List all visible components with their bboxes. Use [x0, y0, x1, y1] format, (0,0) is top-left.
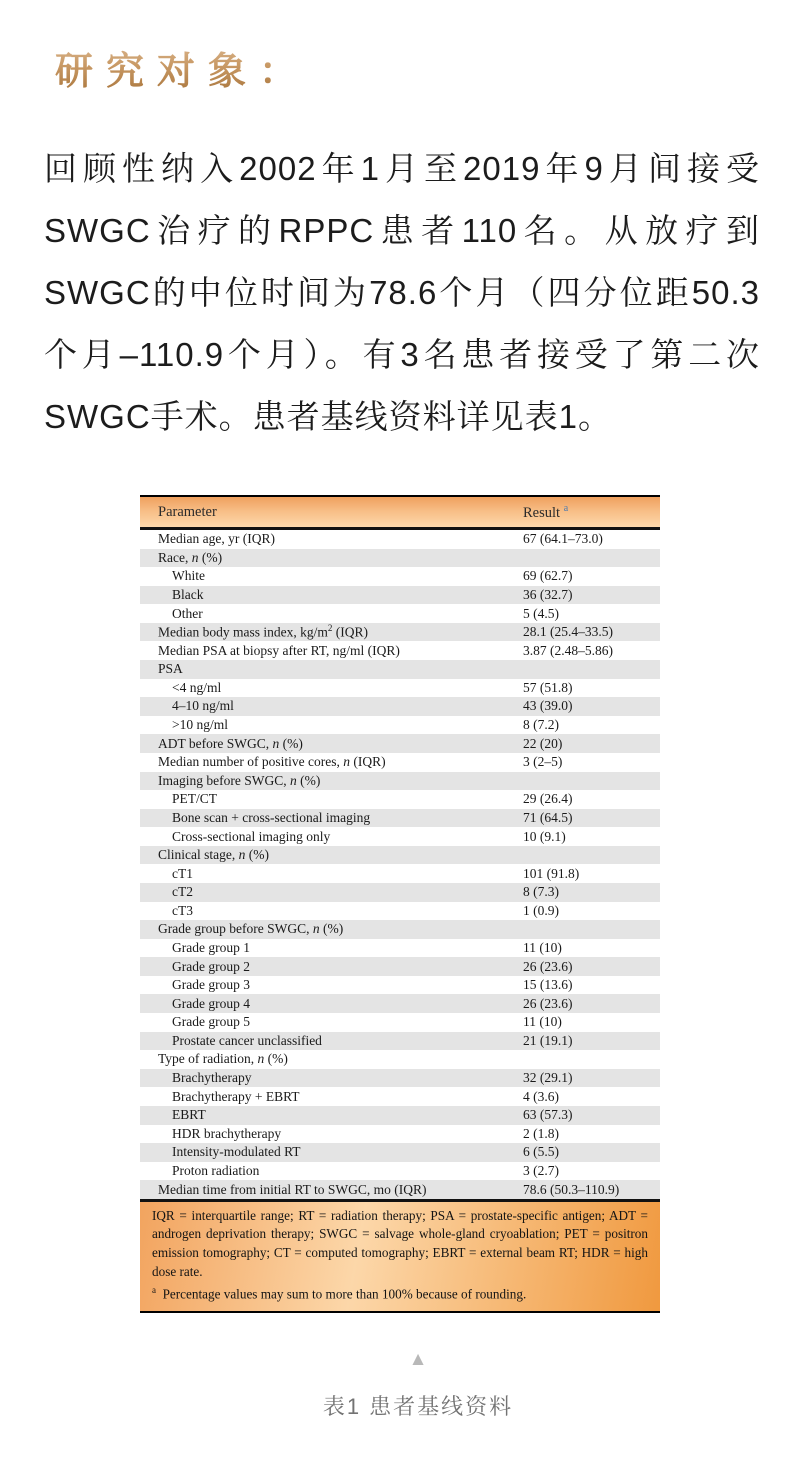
column-header-result: Result $^a$ — [523, 502, 569, 521]
row-parameter: Grade group 4 — [172, 995, 250, 1011]
table-row — [140, 1143, 660, 1162]
footnote-abbreviations: IQR = interquartile range; RT = radiation therapy; PSA = prostate-specific antigen; ADT = androgen deprivation therapy; SWGC = salvage whole-gland cryoablation; PET = positron emission tomography; CT = computed tomography; EBRT = external beam RT; HDR = high dose rate. — [152, 1207, 648, 1279]
row-parameter: HDR brachytherapy — [172, 1125, 282, 1141]
row-parameter: <4 ng/ml — [172, 679, 222, 695]
row-parameter: Median time from initial RT to SWGC, mo (IQR) — [158, 1181, 427, 1197]
row-parameter: EBRT — [172, 1107, 206, 1123]
row-parameter: Proton radiation — [172, 1162, 260, 1178]
table-row — [140, 883, 660, 902]
table-row — [140, 641, 660, 660]
row-result: 21 (19.1) — [523, 1032, 573, 1048]
row-result: 2 (1.8) — [523, 1125, 559, 1141]
row-parameter: Grade group before SWGC, n (%) — [158, 921, 344, 937]
row-parameter: PSA — [158, 661, 183, 677]
row-parameter: Median body mass index, $kg/m^2$ (IQR) — [158, 623, 368, 640]
row-result: 3 (2–5) — [523, 754, 563, 770]
table-row — [140, 1032, 660, 1051]
table-row — [140, 939, 660, 958]
row-parameter: cT3 — [172, 902, 193, 918]
row-parameter: Race, n (%) — [158, 549, 223, 565]
row-result: 15 (13.6) — [523, 977, 573, 993]
table-rows — [140, 530, 660, 1199]
row-result: 32 (29.1) — [523, 1070, 573, 1086]
table-row — [140, 846, 660, 865]
table-row — [140, 604, 660, 623]
row-result: 8 (7.2) — [523, 717, 559, 733]
row-result: 67 (64.1–73.0) — [523, 531, 603, 547]
table-row — [140, 790, 660, 809]
table-row — [140, 920, 660, 939]
row-parameter: >10 ng/ml — [172, 717, 228, 733]
row-parameter: Brachytherapy + EBRT — [172, 1088, 300, 1104]
row-parameter: Clinical stage, n (%) — [158, 847, 269, 863]
paragraph-line: SWGC手术。患者基线资料详见表1。 — [44, 398, 613, 435]
row-result: 26 (23.6) — [523, 958, 573, 974]
row-result: 4 (3.6) — [523, 1088, 559, 1104]
paragraph-line: SWGC的中位时间为78.6个月（四分位距50.3 — [44, 274, 760, 311]
table-row — [140, 1162, 660, 1181]
row-result: 3.87 (2.48–5.86) — [523, 642, 613, 658]
row-result: 101 (91.8) — [523, 865, 580, 881]
row-parameter: Cross-sectional imaging only — [172, 828, 331, 844]
intro-paragraph — [44, 138, 760, 448]
row-result: 43 (39.0) — [523, 698, 573, 714]
table-row — [140, 716, 660, 735]
table-row — [140, 734, 660, 753]
table-row — [140, 1125, 660, 1144]
table-row — [140, 772, 660, 791]
row-result: 8 (7.3) — [523, 884, 559, 900]
caption-block — [36, 1350, 800, 1421]
row-parameter: White — [172, 568, 205, 584]
row-result: 63 (57.3) — [523, 1107, 573, 1123]
table-row — [140, 623, 660, 642]
row-result: 28.1 (25.4–33.5) — [523, 624, 613, 640]
row-parameter: Bone scan + cross-sectional imaging — [172, 809, 371, 825]
table-caption: 表1 患者基线资料 — [322, 1394, 514, 1419]
row-parameter: Median PSA at biopsy after RT, ng/ml (IQR) — [158, 642, 400, 658]
row-result: 29 (26.4) — [523, 791, 573, 807]
row-result: 11 (10) — [523, 1014, 562, 1030]
table-row — [140, 1013, 660, 1032]
table-row — [140, 1180, 660, 1199]
row-parameter: Median number of positive cores, n (IQR) — [158, 754, 386, 770]
row-parameter: Grade group 3 — [172, 977, 250, 993]
row-parameter: 4–10 ng/ml — [172, 698, 234, 714]
row-parameter: Brachytherapy — [172, 1070, 252, 1086]
row-parameter: Imaging before SWGC, n (%) — [158, 772, 321, 788]
table-row — [140, 809, 660, 828]
paragraph-line: 个月–110.9个月）。有3名患者接受了第二次 — [44, 336, 760, 373]
table-row — [140, 660, 660, 679]
table-row — [140, 530, 660, 549]
table-row — [140, 697, 660, 716]
table-row — [140, 827, 660, 846]
table-row — [140, 957, 660, 976]
row-parameter: Median age, yr (IQR) — [158, 531, 275, 547]
table-row — [140, 864, 660, 883]
table-row — [140, 567, 660, 586]
table-row — [140, 976, 660, 995]
row-result: 26 (23.6) — [523, 995, 573, 1011]
paragraph-line: SWGC治疗的RPPC患者110名。从放疗到 — [44, 212, 760, 249]
table-row — [140, 1087, 660, 1106]
row-result: 1 (0.9) — [523, 902, 559, 918]
row-parameter: Grade group 1 — [172, 940, 250, 955]
row-result: 5 (4.5) — [523, 605, 559, 621]
row-result: 57 (51.8) — [523, 679, 573, 695]
row-result: 10 (9.1) — [523, 828, 566, 844]
row-parameter: Other — [172, 605, 203, 621]
collapse-arrow-icon: ▲ — [408, 1349, 428, 1370]
section-heading: 研究对象： — [55, 40, 310, 95]
row-parameter: Grade group 2 — [172, 958, 250, 974]
row-parameter: ADT before SWGC, n (%) — [158, 735, 303, 751]
table-header-row — [140, 495, 660, 530]
table-row — [140, 753, 660, 772]
row-parameter: Black — [172, 587, 204, 603]
paragraph-line: 回顾性纳入2002年1月至2019年9月间接受 — [44, 150, 760, 187]
row-result: 36 (32.7) — [523, 587, 573, 603]
row-result: 3 (2.7) — [523, 1162, 559, 1178]
table-row — [140, 586, 660, 605]
row-result: 71 (64.5) — [523, 809, 573, 825]
row-result: 69 (62.7) — [523, 568, 573, 584]
row-parameter: Type of radiation, n (%) — [158, 1051, 288, 1067]
row-result: 78.6 (50.3–110.9) — [523, 1181, 620, 1197]
table-row — [140, 994, 660, 1013]
row-result: 22 (20) — [523, 735, 563, 751]
table-row — [140, 1106, 660, 1125]
row-parameter: PET/CT — [172, 791, 218, 807]
row-parameter: Intensity-modulated RT — [172, 1144, 301, 1160]
row-parameter: Prostate cancer unclassified — [172, 1032, 322, 1048]
table-row — [140, 1069, 660, 1088]
table-row — [140, 549, 660, 568]
row-parameter: cT1 — [172, 865, 193, 881]
row-parameter: Grade group 5 — [172, 1014, 250, 1030]
row-parameter: cT2 — [172, 884, 193, 900]
column-header-parameter: Parameter — [158, 503, 217, 520]
baseline-characteristics-table — [140, 495, 660, 1313]
table-row — [140, 679, 660, 698]
row-result: 6 (5.5) — [523, 1144, 559, 1160]
row-result: 11 (10) — [523, 940, 562, 955]
table-footnote — [140, 1199, 660, 1313]
footnote-note-a: $^a$ Percentage values may sum to more than 100% because of rounding. — [152, 1285, 527, 1302]
table-row — [140, 902, 660, 921]
table-row — [140, 1050, 660, 1069]
